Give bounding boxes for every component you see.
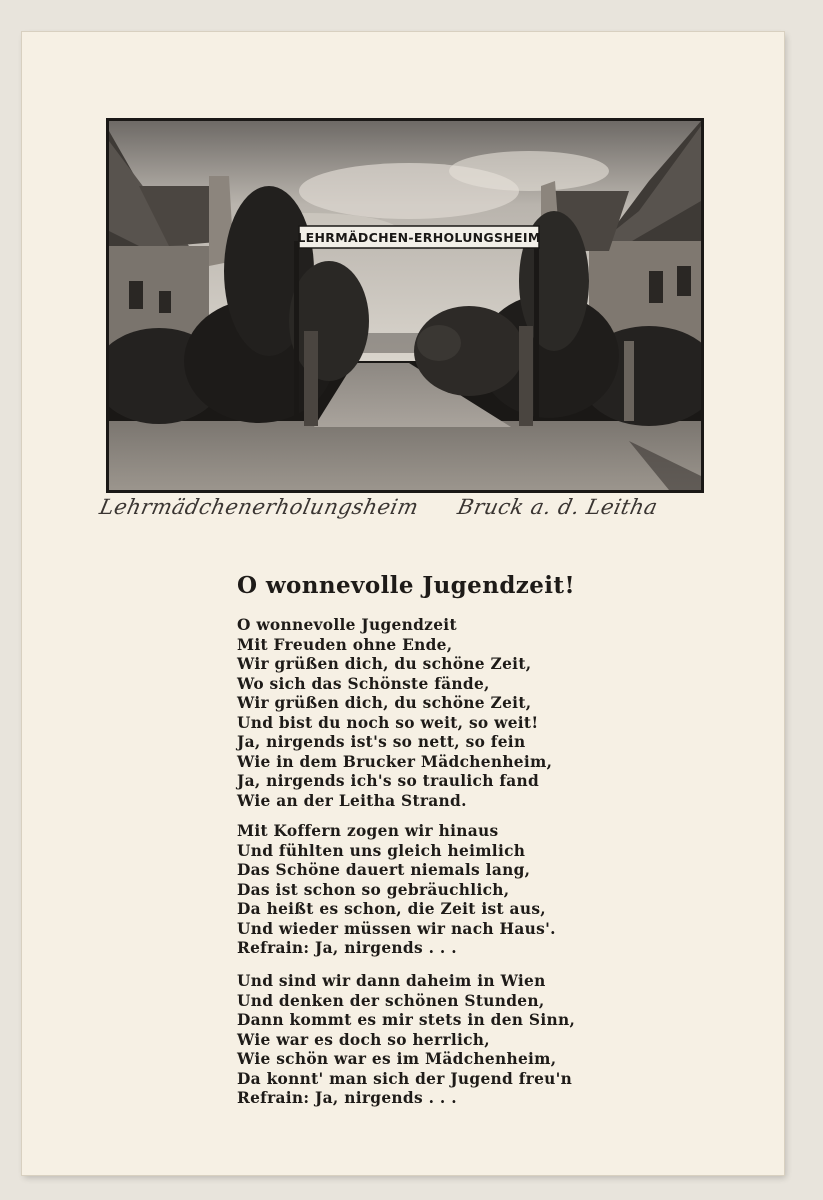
verse-line: Und wieder müssen wir nach Haus'. [237, 919, 556, 938]
verse-line: Und bist du noch so weit, so weit! [237, 713, 539, 732]
verse-line: Wir grüßen dich, du schöne Zeit, [237, 694, 532, 712]
stanza-3 [237, 972, 575, 1109]
verse-line: Ja, nirgends ist's so nett, so fein [237, 733, 526, 751]
verse-line: Wie schön war es im Mädchenheim, [237, 1050, 557, 1068]
verse-line: Ja, nirgends ich's so traulich fand [237, 772, 540, 790]
sign-text: LEHRMÄDCHEN-ERHOLUNGSHEIM [297, 230, 541, 245]
verse-line: Wie in dem Brucker Mädchenheim, [237, 752, 553, 771]
verse-line: Da konnt' man sich der Jugend freu'n [237, 1069, 573, 1088]
photo [106, 118, 704, 493]
verse-line: Wo sich das Schönste fände, [237, 674, 490, 693]
verse-line: Da heißt es schon, die Zeit ist aus, [237, 900, 546, 918]
caption-location: Lehrmädchenerholungsheim [97, 495, 421, 519]
verse-line: Dann kommt es mir stets in den Sinn, [237, 1011, 576, 1029]
postcard [22, 32, 784, 1175]
poem-title: O wonnevolle Jugendzeit! [237, 572, 575, 599]
verse-line: Das ist schon so gebräuchlich, [237, 880, 510, 899]
verse-line: Mit Freuden ohne Ende, [237, 635, 453, 654]
verse-line: Wir grüßen dich, du schöne Zeit, [237, 655, 532, 673]
verse-line: Und fühlten uns gleich heimlich [237, 841, 526, 860]
verse-line: Wie an der Leitha Strand. [237, 791, 467, 810]
verse-line: Das Schöne dauert niemals lang, [237, 861, 531, 879]
verse-line: Und sind wir dann daheim in Wien [237, 972, 546, 990]
verse-line: Mit Koffern zogen wir hinaus [237, 822, 499, 840]
verse-line: Und denken der schönen Stunden, [237, 991, 545, 1010]
stanza-1 [237, 616, 552, 811]
verse-line: Refrain: Ja, nirgends . . . [237, 1089, 457, 1107]
stanza-2 [237, 822, 556, 959]
verse-line: O wonnevolle Jugendzeit [237, 616, 457, 634]
caption-town: Bruck a. d. Leitha [455, 495, 660, 519]
verse-line: Wie war es doch so herrlich, [237, 1030, 490, 1049]
verse-line: Refrain: Ja, nirgends . . . [237, 939, 457, 957]
photo-image [109, 121, 701, 490]
